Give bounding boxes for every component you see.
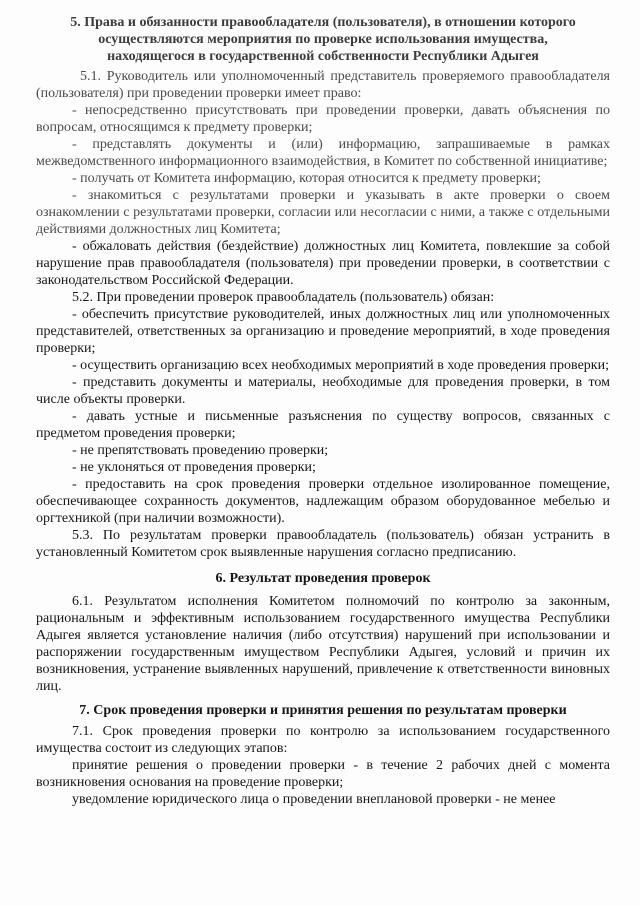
section-6-title: 6. Результат проведения проверок (215, 571, 431, 586)
paragraph-6-1: 6.1. Результатом исполнения Комитетом полномочий по контролю за законным, рациональным и эффективным использованием государственного имущества Республики Адыгея является установление наличия (либо отсутствия) нарушений при использовании и распоряжении государственным имуществом Республики Адыгея, условий и причин их возникновения, устранение выявленных нарушений, привлечение к ответственности виновных лиц. (36, 594, 610, 694)
list-item: - предоставить на срок проведения проверки отдельное изолированное помещение, обеспечивающее сохранность документов, надлежащим образом оборудованное мебелью и оргтехникой (при наличии возможности). (36, 477, 610, 526)
paragraph-5-3: 5.3. По результатам проверки правообладатель (пользователь) обязан устранить в установленный Комитетом срок выявленные нарушения согласно предписанию. (36, 528, 610, 560)
list-item: - обеспечить присутствие руководителей, иных должностных лиц или уполномоченных представителей, ответственных за организацию и проведение мероприятий, в ходе проведения проверки; (36, 307, 610, 356)
document-body (36, 14, 610, 808)
section-5-title: 5. Права и обязанности правообладателя (пользователя), в отношении которого осуществляются мероприятия по проверке использования имущества, находящегося в государственной собственности Республики Адыгея (70, 15, 576, 64)
list-item: - получать от Комитета информацию, которая относится к предмету проверки; (72, 171, 541, 186)
list-item: - знакомиться с результатами проверки и указывать в акте проверки о своем ознакомлении с результатами проверки, согласии или несогласии с ними, а также с отдельными действиями должностных лиц Комитета; (36, 188, 610, 237)
list-item: - не препятствовать проведению проверки; (72, 443, 329, 458)
paragraph-7-1: 7.1. Срок проведения проверки по контролю за использованием государственного имущества состоит из следующих этапов: (36, 724, 610, 756)
list-item: - непосредственно присутствовать при проведении проверки, давать объяснения по вопросам, относящимся к предмету проверки; (36, 103, 610, 135)
paragraph-7-stage-2: уведомление юридического лица о проведении внеплановой проверки - не менее (72, 792, 556, 807)
list-item: - представить документы и материалы, необходимые для проведения проверки, в том числе объекты проверки. (36, 375, 610, 407)
paragraph-7-stage-1: принятие решения о проведении проверки - в течение 2 рабочих дней с момента возникновения основания на проведение проверки; (36, 758, 610, 790)
list-item: - не уклоняться от проведения проверки; (72, 460, 316, 475)
list-item: - давать устные и письменные разъяснения по существу вопросов, связанных с предметом проведения проверки; (36, 409, 610, 441)
paragraph-5-2: 5.2. При проведении проверок правообладатель (пользователь) обязан: (72, 290, 495, 305)
list-item: - представлять документы и (или) информацию, запрашиваемые в рамках межведомственного информационного взаимодействия, в Комитет по собственной инициативе; (36, 137, 610, 169)
section-7-title: 7. Срок проведения проверки и принятия решения по результатам проверки (79, 703, 567, 718)
list-item: - осуществить организацию всех необходимых мероприятий в ходе проведения проверки; (72, 358, 609, 373)
list-item: - обжаловать действия (бездействие) должностных лиц Комитета, повлекшие за собой нарушение прав правообладателя (пользователя) при проведении проверки, в соответствии с законодательством Российской Федерации. (36, 239, 610, 288)
paragraph-5-1: 5.1. Руководитель или уполномоченный представитель проверяемого правообладателя (пользователя) при проведении проверки имеет право: (36, 69, 610, 101)
